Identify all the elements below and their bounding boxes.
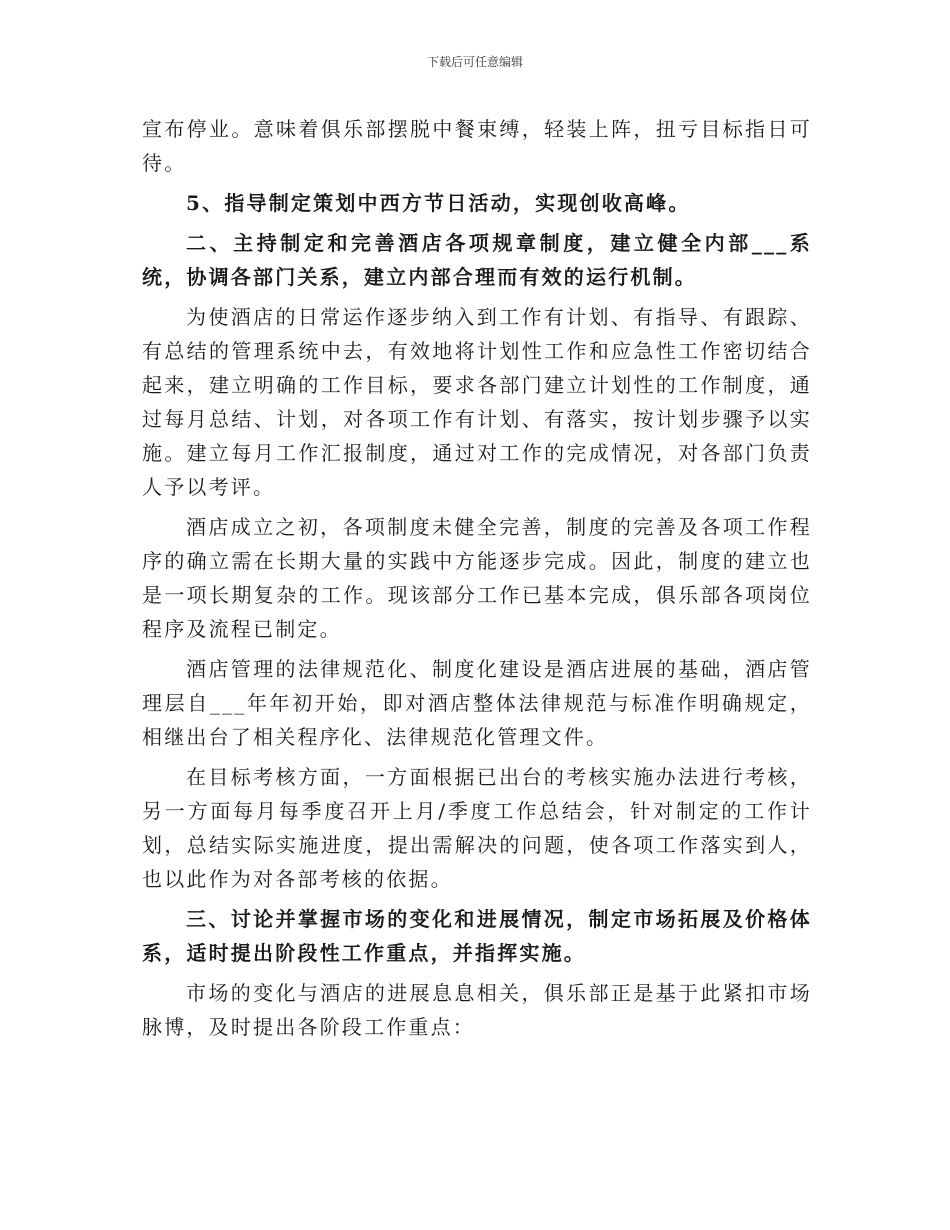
paragraph-5: 在目标考核方面，一方面根据已出台的考核实施办法进行考核，另一方面每月每季度召开上月/季度工作总结会，针对制定的工作计划，总结实际实施进度，提出需解决的问题，使各项工作落实到人，也以此作为对各部考核的依据。 — [142, 765, 812, 891]
paragraph-2: 为使酒店的日常运作逐步纳入到工作有计划、有指导、有跟踪、有总结的管理系统中去，有效地将计划性工作和应急性工作密切结合起来，建立明确的工作目标，要求各部门建立计划性的工作制度，通过每月总结、计划，对各项工作有计划、有落实，按计划步骤予以实施。建立每月工作汇报制度，通过对工作的完成情况，对各部门负责人予以考评。 — [142, 305, 812, 499]
paragraph-1: 宣布停业。意味着俱乐部摆脱中餐束缚，轻装上阵，扭亏目标指日可待。 — [142, 117, 812, 175]
section-2-heading: 二、主持制定和完善酒店各项规章制度，建立健全内部___系统，协调各部门关系，建立内部合理而有效的运行机制。 — [142, 231, 812, 289]
section-3-heading: 三、讨论并掌握市场的变化和进展情况，制定市场拓展及价格体系，适时提出阶段性工作重点，并指挥实施。 — [142, 907, 812, 965]
paragraph-4: 酒店管理的法律规范化、制度化建设是酒店进展的基础，酒店管理层自___年年初开始，即对酒店整体法律规范与标准作明确规定，相继出台了相关程序化、法律规范化管理文件。 — [142, 657, 812, 749]
item-5-heading: 5、指导制定策划中西方节日活动，实现创收高峰。 — [186, 191, 691, 215]
page-header: 下载后可任意编辑 — [426, 55, 523, 69]
document-body — [142, 112, 812, 1044]
paragraph-6: 市场的变化与酒店的进展息息相关，俱乐部正是基于此紧扣市场脉博，及时提出各阶段工作重点： — [142, 981, 812, 1039]
paragraph-3: 酒店成立之初，各项制度未健全完善，制度的完善及各项工作程序的确立需在长期大量的实践中方能逐步完成。因此，制度的建立也是一项长期复杂的工作。现该部分工作已基本完成，俱乐部各项岗位程序及流程已制定。 — [142, 515, 812, 641]
